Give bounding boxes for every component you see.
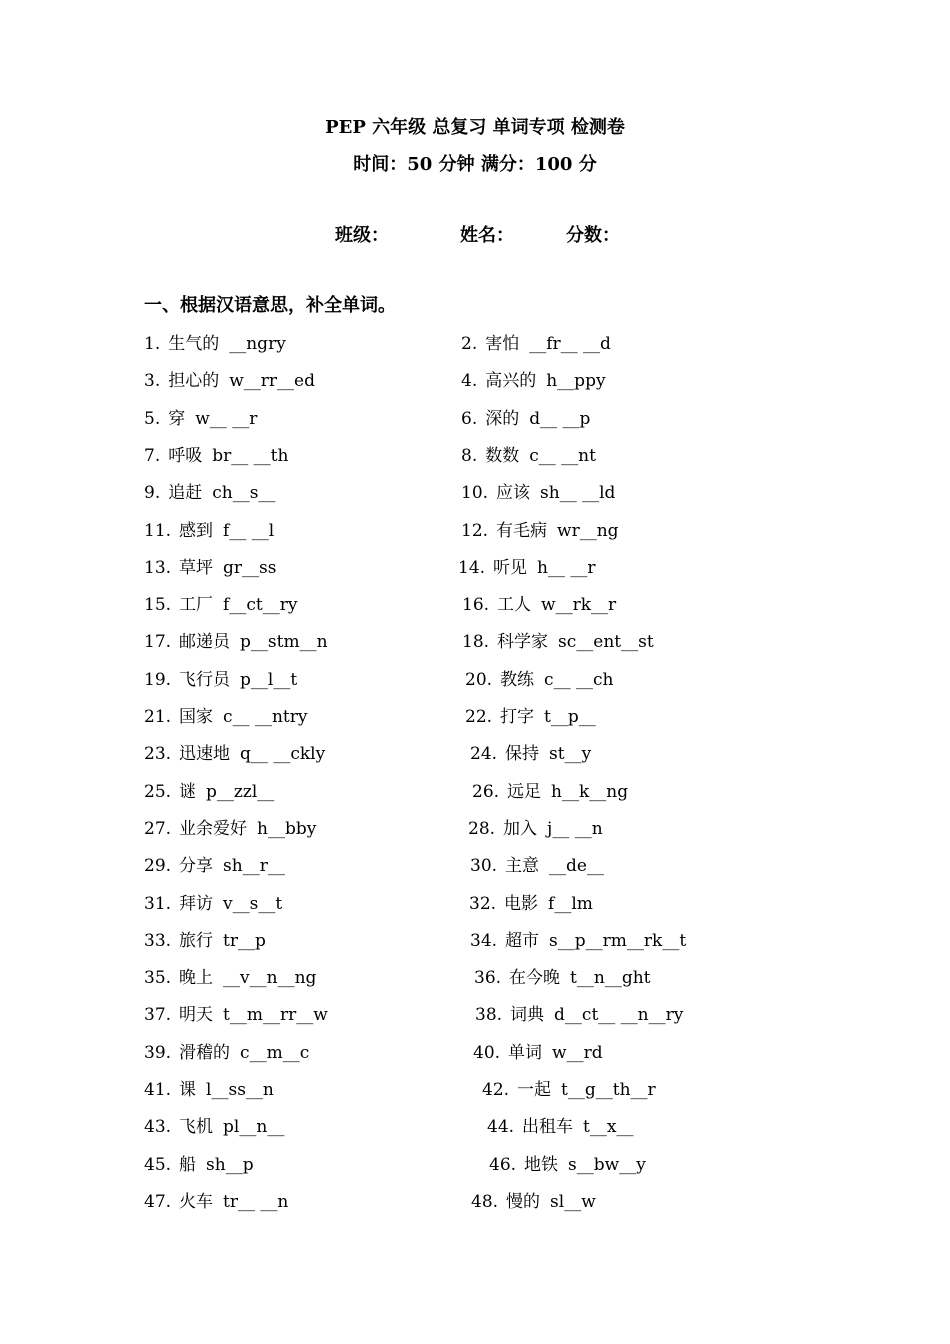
item-chinese-meaning: 穿 (168, 409, 186, 429)
vocab-item (469, 891, 593, 917)
vocab-item (468, 816, 603, 842)
item-number: 41. (144, 1080, 172, 1100)
item-word-blank: tr__p (223, 931, 266, 951)
item-chinese-meaning: 深的 (485, 409, 520, 429)
item-number: 13. (144, 558, 172, 578)
item-word-blank: __v__n__ng (223, 968, 317, 988)
item-word-blank: s__p__rm__rk__t (549, 931, 687, 951)
item-word-blank: t__x__ (583, 1117, 634, 1137)
item-number: 7. (144, 446, 161, 466)
item-word-blank: t__p__ (544, 707, 596, 727)
item-word-blank: s__bw__y (568, 1155, 646, 1175)
item-word-blank: t__n__ght (570, 968, 651, 988)
item-word-blank: sc__ent__st (558, 632, 654, 652)
item-number: 15. (144, 595, 172, 615)
item-word-blank: p__stm__n (240, 632, 328, 652)
vocab-item (482, 1077, 656, 1103)
item-chinese-meaning: 呼吸 (168, 446, 203, 466)
vocab-item (144, 406, 257, 432)
item-number: 28. (468, 819, 496, 839)
vocab-item (144, 592, 297, 618)
item-word-blank: w__rk__r (541, 595, 617, 615)
item-word-blank: h__bby (257, 819, 317, 839)
item-word-blank: j__ __n (547, 819, 603, 839)
item-word-blank: q__ __ckly (240, 744, 326, 764)
vocab-item (144, 779, 274, 805)
item-word-blank: h__k__ng (551, 782, 629, 802)
vocab-item (461, 406, 590, 432)
item-chinese-meaning: 飞行员 (179, 670, 231, 690)
vocab-item (489, 1152, 646, 1178)
item-word-blank: f__ __l (223, 521, 275, 541)
item-word-blank: p__zzl__ (206, 782, 275, 802)
item-word-blank: __fr__ __d (529, 334, 611, 354)
item-word-blank: h__ __r (537, 558, 596, 578)
item-number: 14. (458, 558, 486, 578)
student-info-row (0, 224, 950, 248)
item-number: 20. (465, 670, 493, 690)
vocab-item (144, 965, 316, 991)
item-chinese-meaning: 追赶 (168, 483, 203, 503)
item-word-blank: sl__w (550, 1192, 596, 1212)
item-chinese-meaning: 工人 (497, 595, 532, 615)
item-chinese-meaning: 迅速地 (179, 744, 231, 764)
item-chinese-meaning: 国家 (179, 707, 214, 727)
class-label: 班级： (335, 225, 389, 246)
item-number: 36. (474, 968, 502, 988)
vocab-item (465, 704, 596, 730)
item-chinese-meaning: 害怕 (485, 334, 520, 354)
vocab-item (144, 1152, 254, 1178)
item-number: 4. (461, 371, 478, 391)
item-number: 5. (144, 409, 161, 429)
item-chinese-meaning: 晚上 (179, 968, 214, 988)
item-word-blank: st__y (549, 744, 592, 764)
item-word-blank: __de__ (549, 856, 604, 876)
item-chinese-meaning: 词典 (510, 1005, 545, 1025)
item-chinese-meaning: 一起 (517, 1080, 552, 1100)
item-chinese-meaning: 滑稽的 (179, 1043, 231, 1063)
item-word-blank: w__rr__ed (229, 371, 315, 391)
item-number: 2. (461, 334, 478, 354)
vocab-item (458, 555, 596, 581)
item-chinese-meaning: 草坪 (179, 558, 214, 578)
item-chinese-meaning: 打字 (500, 707, 535, 727)
name-label: 姓名： (460, 225, 514, 246)
vocab-item (470, 928, 686, 954)
item-chinese-meaning: 明天 (179, 1005, 214, 1025)
item-chinese-meaning: 担心的 (168, 371, 220, 391)
item-number: 47. (144, 1192, 172, 1212)
vocab-item (144, 331, 286, 357)
item-number: 34. (470, 931, 498, 951)
item-word-blank: wr__ng (557, 521, 619, 541)
item-number: 12. (461, 521, 489, 541)
item-word-blank: v__s__t (223, 894, 283, 914)
vocab-item (144, 667, 297, 693)
item-number: 48. (471, 1192, 499, 1212)
item-number: 40. (473, 1043, 501, 1063)
vocab-item (144, 368, 315, 394)
item-number: 21. (144, 707, 172, 727)
item-word-blank: p__l__t (240, 670, 298, 690)
item-number: 32. (469, 894, 497, 914)
item-number: 6. (461, 409, 478, 429)
time-score-line: 时间：50 分钟 满分：100 分 (353, 154, 597, 175)
item-word-blank: ch__s__ (212, 483, 276, 503)
vocab-item (472, 779, 628, 805)
item-chinese-meaning: 出租车 (522, 1117, 574, 1137)
item-number: 22. (465, 707, 493, 727)
item-word-blank: tr__ __n (223, 1192, 289, 1212)
vocab-item (475, 1002, 683, 1028)
item-word-blank: gr__ss (223, 558, 277, 578)
item-number: 10. (461, 483, 489, 503)
item-number: 19. (144, 670, 172, 690)
item-chinese-meaning: 保持 (505, 744, 540, 764)
item-chinese-meaning: 有毛病 (496, 521, 548, 541)
item-word-blank: t__g__th__r (561, 1080, 656, 1100)
vocab-item (144, 853, 285, 879)
vocab-item (144, 816, 316, 842)
vocab-item (144, 518, 274, 544)
item-number: 43. (144, 1117, 172, 1137)
item-number: 42. (482, 1080, 510, 1100)
item-number: 8. (461, 446, 478, 466)
vocab-item (144, 443, 288, 469)
item-number: 30. (470, 856, 498, 876)
vocab-item (470, 741, 591, 767)
item-number: 46. (489, 1155, 517, 1175)
vocab-item (144, 629, 328, 655)
item-word-blank: h__ppy (546, 371, 606, 391)
item-chinese-meaning: 地铁 (524, 1155, 559, 1175)
item-chinese-meaning: 单词 (508, 1043, 543, 1063)
item-number: 25. (144, 782, 172, 802)
item-word-blank: w__rd (552, 1043, 603, 1063)
item-word-blank: l__ss__n (206, 1080, 274, 1100)
vocab-item (461, 368, 606, 394)
vocab-item (487, 1114, 633, 1140)
page-title: PEP 六年级 总复习 单词专项 检测卷 (325, 117, 625, 138)
item-chinese-meaning: 高兴的 (485, 371, 537, 391)
item-number: 18. (462, 632, 490, 652)
item-number: 26. (472, 782, 500, 802)
item-chinese-meaning: 课 (179, 1080, 197, 1100)
item-chinese-meaning: 在今晚 (509, 968, 561, 988)
item-chinese-meaning: 工厂 (179, 595, 214, 615)
item-chinese-meaning: 分享 (179, 856, 214, 876)
vocab-item (462, 592, 616, 618)
item-word-blank: f__lm (548, 894, 593, 914)
vocab-item (461, 480, 615, 506)
vocab-item (465, 667, 613, 693)
item-number: 17. (144, 632, 172, 652)
item-chinese-meaning: 邮递员 (179, 632, 231, 652)
vocab-item (473, 1040, 603, 1066)
item-number: 27. (144, 819, 172, 839)
item-chinese-meaning: 应该 (496, 483, 531, 503)
item-chinese-meaning: 数数 (485, 446, 520, 466)
vocab-item (144, 704, 307, 730)
item-word-blank: br__ __th (212, 446, 289, 466)
item-chinese-meaning: 教练 (500, 670, 535, 690)
vocab-item (144, 928, 266, 954)
vocab-item (144, 555, 277, 581)
item-chinese-meaning: 听见 (493, 558, 528, 578)
item-number: 44. (487, 1117, 515, 1137)
section-heading: 一、根据汉语意思，补全单词。 (144, 295, 396, 316)
item-word-blank: sh__ __ld (540, 483, 616, 503)
vocab-item (144, 1040, 309, 1066)
item-word-blank: __ngry (229, 334, 286, 354)
item-number: 38. (475, 1005, 503, 1025)
item-word-blank: w__ __r (195, 409, 258, 429)
item-number: 24. (470, 744, 498, 764)
vocab-item (471, 1189, 596, 1215)
item-number: 35. (144, 968, 172, 988)
item-number: 3. (144, 371, 161, 391)
item-chinese-meaning: 旅行 (179, 931, 214, 951)
item-chinese-meaning: 远足 (507, 782, 542, 802)
item-word-blank: c__ __nt (529, 446, 596, 466)
item-chinese-meaning: 拜访 (179, 894, 214, 914)
item-number: 29. (144, 856, 172, 876)
item-word-blank: c__ __ch (544, 670, 614, 690)
score-label: 分数： (566, 225, 620, 246)
vocab-item (461, 518, 619, 544)
item-number: 37. (144, 1005, 172, 1025)
item-chinese-meaning: 加入 (503, 819, 538, 839)
item-number: 31. (144, 894, 172, 914)
item-number: 33. (144, 931, 172, 951)
item-chinese-meaning: 谜 (179, 782, 197, 802)
item-word-blank: f__ct__ry (223, 595, 298, 615)
item-word-blank: c__m__c (240, 1043, 310, 1063)
item-word-blank: pl__n__ (223, 1117, 285, 1137)
item-word-blank: d__ct__ __n__ry (554, 1005, 684, 1025)
item-chinese-meaning: 火车 (179, 1192, 214, 1212)
vocab-item (144, 1189, 288, 1215)
vocab-item (474, 965, 651, 991)
vocab-item (144, 1114, 284, 1140)
item-chinese-meaning: 感到 (179, 521, 214, 541)
item-number: 11. (144, 521, 172, 541)
vocab-item (144, 1002, 328, 1028)
item-word-blank: c__ __ntry (223, 707, 308, 727)
item-chinese-meaning: 慢的 (506, 1192, 541, 1212)
item-chinese-meaning: 生气的 (168, 334, 220, 354)
vocab-item (144, 480, 275, 506)
vocab-item (144, 741, 325, 767)
item-chinese-meaning: 科学家 (497, 632, 549, 652)
item-word-blank: d__ __p (529, 409, 591, 429)
item-number: 39. (144, 1043, 172, 1063)
vocab-item (461, 443, 596, 469)
item-number: 45. (144, 1155, 172, 1175)
item-number: 23. (144, 744, 172, 764)
item-number: 1. (144, 334, 161, 354)
item-chinese-meaning: 主意 (505, 856, 540, 876)
item-word-blank: sh__p (206, 1155, 254, 1175)
item-chinese-meaning: 船 (179, 1155, 197, 1175)
item-word-blank: sh__r__ (223, 856, 285, 876)
item-word-blank: t__m__rr__w (223, 1005, 328, 1025)
item-chinese-meaning: 业余爱好 (179, 819, 248, 839)
item-number: 16. (462, 595, 490, 615)
item-number: 9. (144, 483, 161, 503)
item-chinese-meaning: 超市 (505, 931, 540, 951)
item-chinese-meaning: 飞机 (179, 1117, 214, 1137)
vocab-item (461, 331, 611, 357)
vocab-item (462, 629, 654, 655)
vocab-item (144, 1077, 274, 1103)
vocab-item (470, 853, 604, 879)
item-chinese-meaning: 电影 (504, 894, 539, 914)
vocab-item (144, 891, 282, 917)
